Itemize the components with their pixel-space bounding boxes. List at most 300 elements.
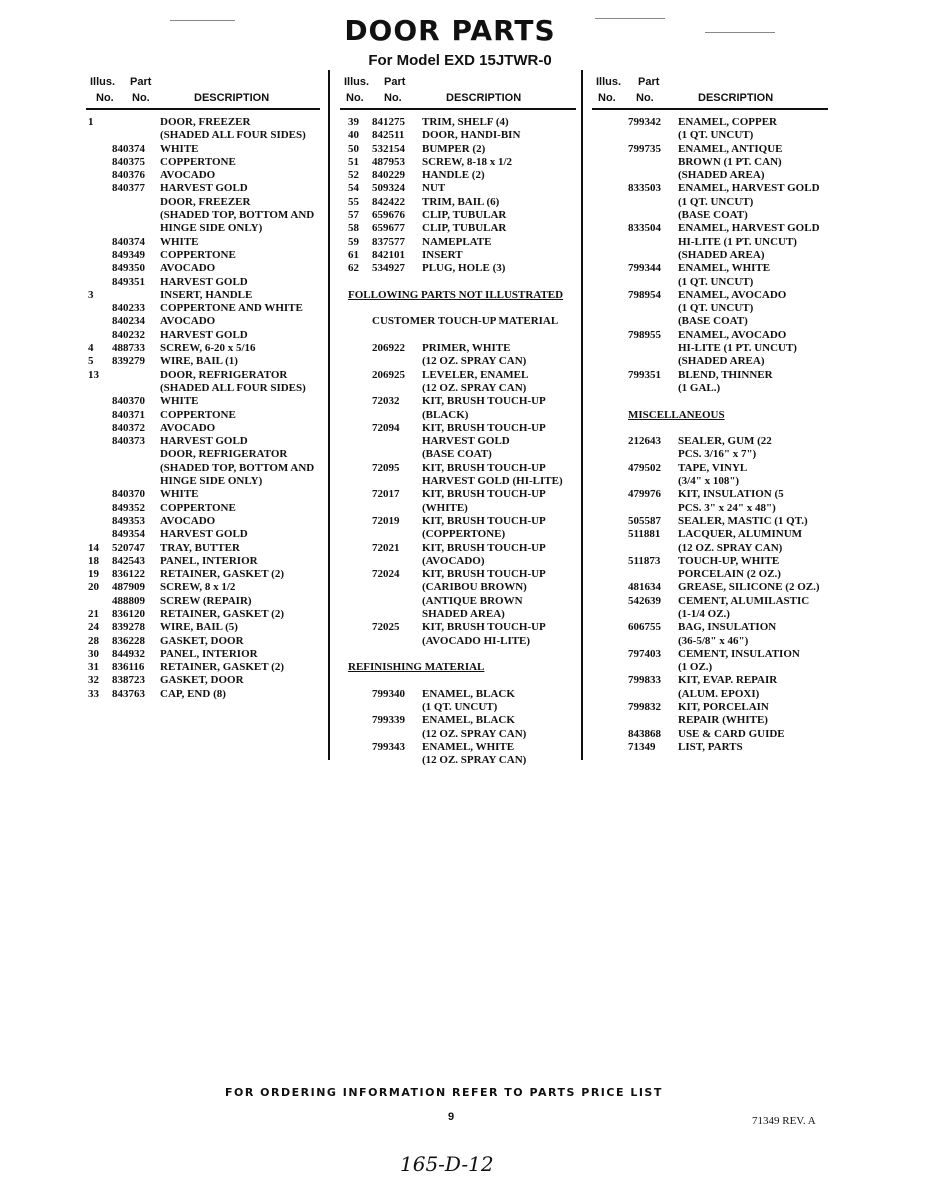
parts-row — [86, 315, 320, 328]
parts-list — [86, 116, 320, 701]
parts-row — [86, 395, 320, 408]
part-number: 849352 — [112, 501, 145, 514]
section-heading-label: FOLLOWING PARTS NOT ILLUSTRATED — [348, 288, 564, 301]
header-part: Part — [130, 76, 152, 88]
part-number: 509324 — [372, 182, 405, 195]
parts-row — [86, 236, 320, 249]
part-description: HINGE SIDE ONLY) — [160, 475, 263, 488]
illus-number: 62 — [348, 262, 359, 275]
part-number: 798954 — [628, 288, 661, 301]
parts-row — [340, 249, 576, 262]
part-description: (1 QT. UNCUT) — [678, 129, 754, 142]
part-description: BUMPER (2) — [422, 142, 486, 155]
parts-row — [592, 196, 828, 209]
parts-row — [340, 448, 576, 461]
part-description: TRIM, SHELF (4) — [422, 116, 509, 128]
parts-row — [592, 648, 828, 661]
part-number: 842511 — [372, 129, 405, 142]
parts-row — [86, 276, 320, 289]
part-description: AVOCADO — [160, 262, 216, 275]
part-description: (12 OZ. SPRAY CAN) — [422, 381, 527, 394]
part-number: 659677 — [372, 222, 405, 235]
part-description: KIT, INSULATION (5 — [678, 488, 784, 501]
part-number: 799833 — [628, 674, 661, 687]
parts-row — [86, 568, 320, 581]
part-number: 520747 — [112, 541, 145, 554]
part-number: 843763 — [112, 687, 145, 700]
parts-row — [592, 528, 828, 541]
model-subtitle: For Model EXD 15JTWR-0 — [368, 52, 552, 69]
parts-row — [340, 395, 576, 408]
part-description: TOUCH-UP, WHITE — [678, 554, 780, 567]
part-number: 71349 — [628, 740, 656, 753]
column-header — [86, 74, 320, 110]
part-description: BAG, INSULATION — [678, 621, 777, 634]
part-description: (1 QT. UNCUT) — [678, 195, 754, 208]
illus-number: 52 — [348, 169, 359, 182]
part-description: (BASE COAT) — [422, 448, 492, 461]
parts-row — [86, 342, 320, 355]
parts-row — [592, 169, 828, 182]
part-description: KIT, BRUSH TOUCH-UP — [422, 568, 546, 581]
part-description: HARVEST GOLD — [160, 328, 248, 341]
part-number: 799342 — [628, 116, 661, 128]
part-number: 842543 — [112, 554, 145, 567]
parts-row — [86, 555, 320, 568]
part-description: ENAMEL, WHITE — [422, 740, 515, 753]
header-illus: Illus. — [596, 76, 622, 88]
parts-row — [592, 435, 828, 448]
part-number: 849353 — [112, 514, 145, 527]
parts-row — [86, 355, 320, 368]
parts-row — [86, 422, 320, 435]
part-number: 843868 — [628, 727, 661, 740]
header-illus: Illus. — [90, 76, 116, 88]
parts-row — [592, 488, 828, 501]
part-description: HARVEST GOLD — [160, 182, 248, 195]
part-number: 840376 — [112, 169, 145, 182]
section-heading — [340, 661, 576, 674]
parts-row — [340, 222, 576, 235]
handwritten-code: 165-D-12 — [400, 1152, 494, 1176]
parts-row — [340, 209, 576, 222]
parts-row — [86, 222, 320, 235]
part-description: BLEND, THINNER — [678, 368, 773, 381]
parts-row — [340, 409, 576, 422]
part-number: 833503 — [628, 182, 661, 195]
illus-number: 39 — [348, 116, 359, 128]
column-header — [592, 74, 828, 110]
parts-row — [592, 222, 828, 235]
column-divider — [328, 70, 330, 760]
parts-row — [592, 369, 828, 382]
header-no-part: No. — [132, 92, 150, 104]
part-description: CLIP, TUBULAR — [422, 222, 507, 235]
parts-row — [86, 329, 320, 342]
part-description: PANEL, INTERIOR — [160, 554, 258, 567]
parts-row — [592, 289, 828, 302]
part-description: HARVEST GOLD — [160, 528, 248, 541]
illus-number: 21 — [88, 607, 99, 620]
parts-row — [340, 701, 576, 714]
parts-row — [340, 555, 576, 568]
part-number: 206925 — [372, 368, 405, 381]
part-number: 659676 — [372, 209, 405, 222]
parts-row — [592, 581, 828, 594]
part-description: (3/4" x 108") — [678, 475, 740, 488]
parts-row — [592, 143, 828, 156]
parts-row — [86, 262, 320, 275]
part-number: 839279 — [112, 355, 145, 368]
part-number: 839278 — [112, 621, 145, 634]
part-description: (WHITE) — [422, 501, 468, 514]
parts-row — [86, 209, 320, 222]
part-number: 840372 — [112, 421, 145, 434]
part-number: 799344 — [628, 262, 661, 275]
part-number: 72032 — [372, 395, 400, 408]
part-description: AVOCADO — [160, 514, 216, 527]
part-description: KIT, BRUSH TOUCH-UP — [422, 621, 546, 634]
parts-row — [340, 462, 576, 475]
parts-row — [86, 409, 320, 422]
part-description: (36-5/8" x 46") — [678, 634, 749, 647]
part-description: INSERT, HANDLE — [160, 288, 253, 301]
part-description: RETAINER, GASKET (2) — [160, 661, 284, 674]
part-description: ENAMEL, COPPER — [678, 116, 777, 128]
parts-row — [86, 502, 320, 515]
part-description: PANEL, INTERIOR — [160, 647, 258, 660]
part-number: 479502 — [628, 461, 661, 474]
part-number: 840234 — [112, 315, 145, 328]
part-description: CEMENT, ALUMILASTIC — [678, 594, 810, 607]
part-description: (SHADED AREA) — [678, 355, 765, 368]
part-number: 837577 — [372, 235, 405, 248]
part-description: (AVOCADO) — [422, 554, 485, 567]
illus-number: 18 — [88, 554, 99, 567]
part-number: 606755 — [628, 621, 661, 634]
parts-row — [592, 116, 828, 129]
part-number: 836120 — [112, 607, 145, 620]
parts-column-3 — [592, 74, 828, 754]
part-number: 206922 — [372, 342, 405, 355]
illus-number: 55 — [348, 195, 359, 208]
parts-row — [340, 236, 576, 249]
part-number: 840375 — [112, 155, 145, 168]
parts-row — [86, 156, 320, 169]
part-number: 836122 — [112, 568, 145, 581]
parts-row — [592, 448, 828, 461]
part-number: 534927 — [372, 262, 405, 275]
header-part: Part — [384, 76, 406, 88]
parts-row — [340, 714, 576, 727]
header-no-illus: No. — [598, 92, 616, 104]
part-description: (SHADED ALL FOUR SIDES) — [160, 129, 306, 142]
part-number: 844932 — [112, 647, 145, 660]
illus-number: 32 — [88, 674, 99, 687]
parts-row — [86, 249, 320, 262]
part-description: SEALER, MASTIC (1 QT.) — [678, 514, 808, 527]
parts-row — [592, 262, 828, 275]
parts-row — [592, 608, 828, 621]
parts-row — [86, 462, 320, 475]
part-description: RETAINER, GASKET (2) — [160, 607, 284, 620]
parts-row — [592, 156, 828, 169]
parts-row — [86, 608, 320, 621]
part-description: HI-LITE (1 PT. UNCUT) — [678, 342, 797, 355]
part-description: KIT, EVAP. REPAIR — [678, 674, 778, 687]
part-description: HARVEST GOLD — [160, 275, 248, 288]
section-heading-label: MISCELLANEOUS — [628, 408, 725, 421]
parts-row — [86, 196, 320, 209]
part-description: COPPERTONE — [160, 408, 236, 421]
part-description: AVOCADO — [160, 421, 216, 434]
parts-row — [592, 728, 828, 741]
part-description: (SHADED TOP, BOTTOM AND — [160, 461, 315, 474]
parts-row — [340, 595, 576, 608]
part-number: 840374 — [112, 142, 145, 155]
part-number: 542639 — [628, 594, 661, 607]
parts-row — [340, 754, 576, 767]
illus-number: 54 — [348, 182, 359, 195]
section-heading — [340, 289, 576, 302]
part-description: (1 QT. UNCUT) — [422, 701, 498, 714]
part-description: INSERT — [422, 248, 463, 261]
part-number: 840371 — [112, 408, 145, 421]
parts-row — [592, 741, 828, 754]
parts-row — [340, 435, 576, 448]
part-number: 840377 — [112, 182, 145, 195]
part-description: PORCELAIN (2 OZ.) — [678, 568, 781, 581]
illus-number: 19 — [88, 568, 99, 581]
part-description: WHITE — [160, 488, 199, 501]
illus-number: 13 — [88, 368, 99, 381]
scan-mark — [705, 32, 775, 33]
page-title: DOOR PARTS — [344, 14, 556, 47]
parts-row — [340, 156, 576, 169]
part-description: COPPERTONE AND WHITE — [160, 302, 303, 315]
parts-row — [592, 714, 828, 727]
illus-number: 24 — [88, 621, 99, 634]
parts-row — [592, 395, 828, 408]
part-description: AVOCADO — [160, 169, 216, 182]
parts-row — [340, 488, 576, 501]
parts-row — [592, 329, 828, 342]
parts-row — [592, 515, 828, 528]
parts-row — [340, 581, 576, 594]
parts-row — [86, 688, 320, 701]
part-description: PLUG, HOLE (3) — [422, 262, 506, 275]
part-description: RETAINER, GASKET (2) — [160, 568, 284, 581]
part-description: (ALUM. EPOXI) — [678, 687, 760, 700]
parts-row — [592, 568, 828, 581]
parts-row — [340, 169, 576, 182]
part-number: 840374 — [112, 235, 145, 248]
illus-number: 3 — [88, 288, 94, 301]
part-description: NAMEPLATE — [422, 235, 492, 248]
parts-row — [592, 635, 828, 648]
parts-row — [592, 595, 828, 608]
parts-row — [86, 475, 320, 488]
part-number: 797403 — [628, 647, 661, 660]
part-description: HARVEST GOLD (HI-LITE) — [422, 475, 563, 488]
part-description: PCS. 3" x 24" x 48") — [678, 501, 776, 514]
parts-row — [86, 515, 320, 528]
part-description: DOOR, HANDI-BIN — [422, 129, 521, 142]
part-description: SCREW (REPAIR) — [160, 594, 252, 607]
parts-row — [592, 462, 828, 475]
part-description: KIT, PORCELAIN — [678, 701, 769, 714]
part-number: 799340 — [372, 687, 405, 700]
part-description: COPPERTONE — [160, 501, 236, 514]
part-description: CEMENT, INSULATION — [678, 647, 800, 660]
part-number: 72025 — [372, 621, 400, 634]
ordering-note: FOR ORDERING INFORMATION REFER TO PARTS PRICE LIST — [225, 1086, 663, 1099]
part-description: SCREW, 8 x 1/2 — [160, 581, 236, 594]
part-description: KIT, BRUSH TOUCH-UP — [422, 488, 546, 501]
part-description: TAPE, VINYL — [678, 461, 748, 474]
parts-row — [86, 674, 320, 687]
part-number: 799735 — [628, 142, 661, 155]
part-number: 479976 — [628, 488, 661, 501]
column-header — [340, 74, 576, 110]
illus-number: 61 — [348, 248, 359, 261]
part-description: TRAY, BUTTER — [160, 541, 240, 554]
parts-row — [340, 528, 576, 541]
illus-number: 51 — [348, 155, 359, 168]
parts-row — [592, 276, 828, 289]
parts-row — [592, 422, 828, 435]
parts-row — [340, 568, 576, 581]
part-description: LEVELER, ENAMEL — [422, 368, 529, 381]
part-description: NUT — [422, 182, 446, 195]
part-description: (AVOCADO HI-LITE) — [422, 634, 531, 647]
part-number: 481634 — [628, 581, 661, 594]
header-description: DESCRIPTION — [446, 92, 522, 104]
part-number: 849351 — [112, 275, 145, 288]
parts-row — [592, 475, 828, 488]
parts-row — [592, 555, 828, 568]
part-description: REPAIR (WHITE) — [678, 714, 768, 727]
illus-number: 33 — [88, 687, 99, 700]
part-description: DOOR, FREEZER — [160, 195, 251, 208]
part-number: 849349 — [112, 248, 145, 261]
part-description: USE & CARD GUIDE — [678, 727, 785, 740]
header-no-part: No. — [384, 92, 402, 104]
illus-number: 14 — [88, 541, 99, 554]
part-description: (1 OZ.) — [678, 661, 713, 674]
document-reference: 71349 REV. A — [752, 1115, 816, 1127]
scan-mark — [595, 18, 665, 19]
parts-row — [340, 276, 576, 289]
parts-row — [86, 488, 320, 501]
part-description: KIT, BRUSH TOUCH-UP — [422, 541, 546, 554]
part-number: 511881 — [628, 528, 661, 541]
part-description: (1 GAL.) — [678, 381, 721, 394]
part-number: 72019 — [372, 514, 400, 527]
parts-row — [340, 648, 576, 661]
parts-row — [340, 688, 576, 701]
part-description: COPPERTONE — [160, 248, 236, 261]
part-number: 488733 — [112, 342, 145, 355]
part-number: 505587 — [628, 514, 661, 527]
part-number: 842422 — [372, 195, 405, 208]
part-description: KIT, BRUSH TOUCH-UP — [422, 461, 546, 474]
part-description: KIT, BRUSH TOUCH-UP — [422, 395, 546, 408]
parts-row — [592, 209, 828, 222]
parts-row — [592, 302, 828, 315]
parts-row — [340, 329, 576, 342]
illus-number: 58 — [348, 222, 359, 235]
illus-number: 57 — [348, 209, 359, 222]
part-number: 511873 — [628, 554, 661, 567]
part-number: 487953 — [372, 155, 405, 168]
illus-number: 1 — [88, 116, 94, 128]
part-description: ENAMEL, BLACK — [422, 714, 515, 727]
part-number: 849354 — [112, 528, 145, 541]
parts-row — [592, 502, 828, 515]
part-description: LIST, PARTS — [678, 740, 743, 753]
part-description: HINGE SIDE ONLY) — [160, 222, 263, 235]
parts-row — [340, 502, 576, 515]
part-number: 840370 — [112, 395, 145, 408]
part-number: 488809 — [112, 594, 145, 607]
illus-number: 4 — [88, 342, 94, 355]
illus-number: 59 — [348, 235, 359, 248]
parts-row — [86, 129, 320, 142]
parts-row — [592, 315, 828, 328]
part-description: CLIP, TUBULAR — [422, 209, 507, 222]
parts-row — [340, 342, 576, 355]
part-number: 840373 — [112, 435, 145, 448]
part-description: (BASE COAT) — [678, 209, 748, 222]
illus-number: 30 — [88, 647, 99, 660]
part-description: HARVEST GOLD — [160, 435, 248, 448]
parts-row — [340, 129, 576, 142]
part-number: 836116 — [112, 661, 145, 674]
header-description: DESCRIPTION — [698, 92, 774, 104]
part-description: WHITE — [160, 142, 199, 155]
part-description: SCREW, 6-20 x 5/16 — [160, 342, 256, 355]
parts-row — [340, 422, 576, 435]
subsection-heading-label: CUSTOMER TOUCH-UP MATERIAL — [372, 315, 559, 328]
part-description: DOOR, REFRIGERATOR — [160, 368, 288, 381]
section-heading — [592, 409, 828, 422]
part-description: LACQUER, ALUMINUM — [678, 528, 803, 541]
parts-row — [340, 369, 576, 382]
part-description: ENAMEL, WHITE — [678, 262, 771, 275]
part-description: TRIM, BAIL (6) — [422, 195, 500, 208]
header-no-part: No. — [636, 92, 654, 104]
scan-mark — [170, 20, 235, 21]
part-description: (BASE COAT) — [678, 315, 748, 328]
part-description: WIRE, BAIL (5) — [160, 621, 238, 634]
parts-row — [86, 528, 320, 541]
parts-row — [86, 143, 320, 156]
parts-row — [86, 382, 320, 395]
part-description: (SHADED TOP, BOTTOM AND — [160, 209, 315, 222]
part-description: (ANTIQUE BROWN — [422, 594, 523, 607]
parts-row — [340, 621, 576, 634]
part-description: WIRE, BAIL (1) — [160, 355, 238, 368]
parts-row — [86, 289, 320, 302]
parts-list — [592, 116, 828, 754]
part-description: (CARIBOU BROWN) — [422, 581, 527, 594]
part-description: AVOCADO — [160, 315, 216, 328]
part-description: (12 OZ. SPRAY CAN) — [422, 754, 527, 767]
parts-row — [592, 355, 828, 368]
parts-row — [340, 475, 576, 488]
part-description: (SHADED ALL FOUR SIDES) — [160, 381, 306, 394]
